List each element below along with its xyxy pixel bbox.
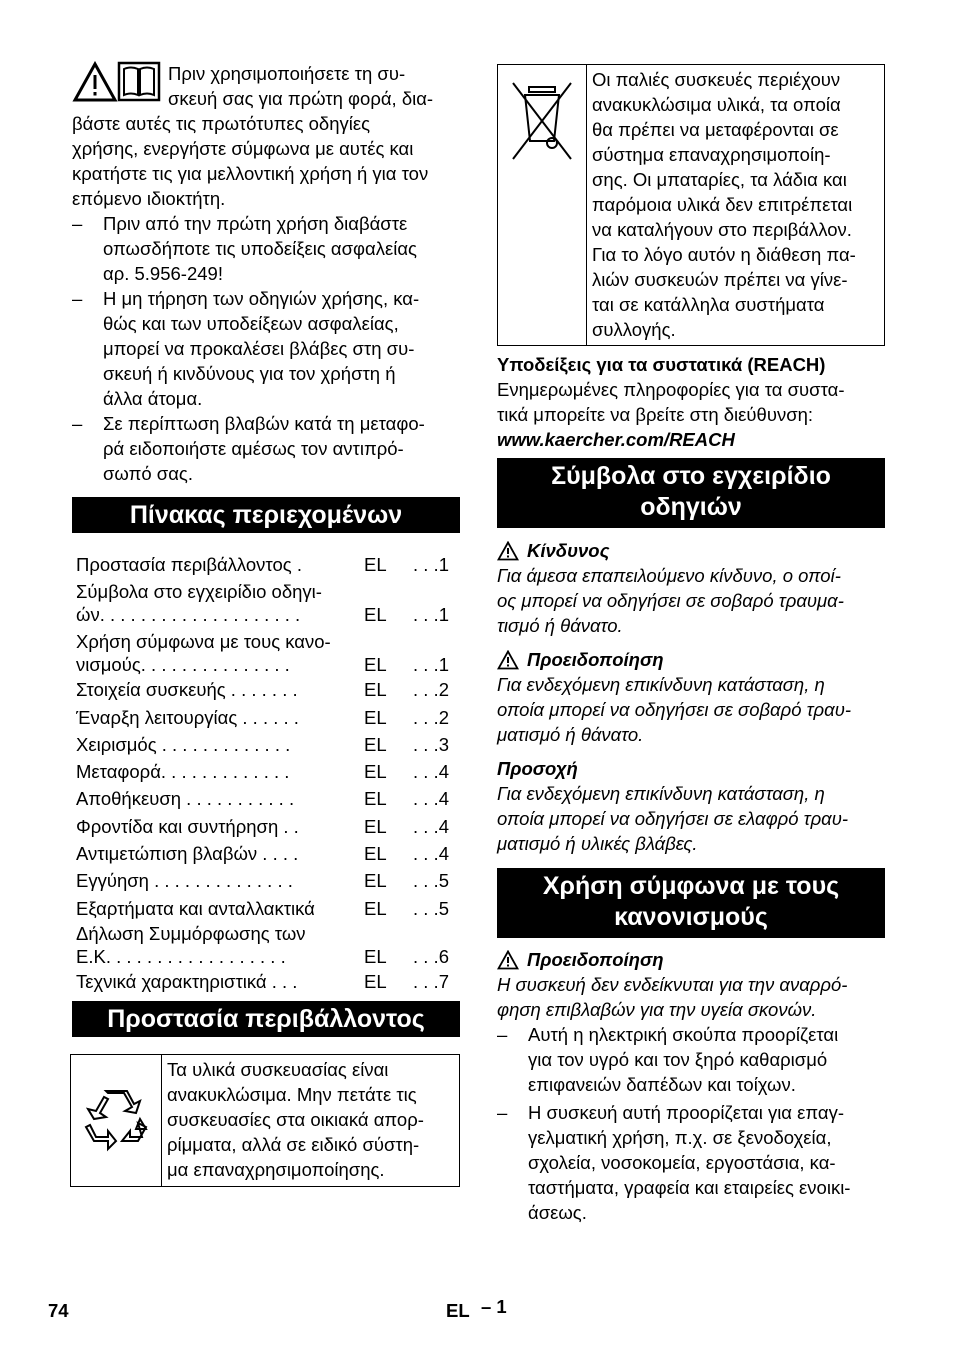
symbols-heading-line: οδηγιών bbox=[640, 493, 742, 521]
bullet-line: άσεως. bbox=[528, 1202, 587, 1223]
intro-line: σκευή σας για πρώτη φορά, δια- bbox=[168, 88, 434, 109]
usage-heading-line: κανονισμούς bbox=[614, 903, 768, 931]
usage-heading bbox=[497, 868, 885, 938]
box-line: λιών συσκευών πρέπει να γίνε- bbox=[592, 269, 848, 290]
toc-row[interactable]: Τεχνικά χαρακτηριστικά . . . EL . . .7 bbox=[76, 970, 449, 992]
bullet-line: αρ. 5.956-249! bbox=[103, 263, 223, 284]
warning-triangle-icon bbox=[497, 541, 519, 561]
bullet-line: ταστήματα, γραφεία και εταιρείες ενοικι- bbox=[528, 1177, 851, 1198]
box-line: Τα υλικά συσκευασίας είναι bbox=[167, 1059, 389, 1080]
reach-line: τικά μπορείτε να βρείτε στη διεύθυνση: bbox=[497, 404, 814, 425]
weee-box bbox=[497, 64, 885, 346]
bullet-line: Η συσκευή αυτή προορίζεται για επαγ- bbox=[528, 1102, 844, 1123]
recycle-cell bbox=[71, 1055, 162, 1186]
intro-line: επόμενο ιδιοκτήτη. bbox=[72, 188, 226, 209]
symbols-heading-line: Σύμβολα στο εγχειρίδιο bbox=[551, 462, 831, 490]
footer-lang: EL bbox=[446, 1300, 470, 1321]
bullet-line: οπωσδήποτε τις υποδείξεις ασφαλείας bbox=[103, 238, 417, 259]
toc-row[interactable]: Έναρξη λειτουργίας . . . . . . EL . . .2 bbox=[76, 706, 449, 728]
weee-text bbox=[587, 65, 884, 345]
toc-row[interactable]: Χρήση σύμφωνα με τους κανο- νισμούς. . . . . . . . . . . . . . . EL . . .1 bbox=[76, 631, 449, 676]
warning-line: ματισμό ή θάνατο. bbox=[497, 724, 644, 745]
box-line: παρόμοια υλικά δεν επιτρέπεται bbox=[592, 194, 853, 215]
bullet-line: γελματική χρήση, π.χ. σε ξενοδοχεία, bbox=[528, 1127, 832, 1148]
box-line: σύστημα επαναχρησιμοποίη- bbox=[592, 144, 831, 165]
bullet-line: Αυτή η ηλεκτρική σκούπα προορίζεται bbox=[528, 1024, 839, 1045]
warning-line: Για ενδεχόμενη επικίνδυνη κατάσταση, η bbox=[497, 674, 825, 695]
bullet-line: σκευή ή κινδύνους για τον χρήστη ή bbox=[103, 363, 396, 384]
intro-line: βάστε αυτές τις πρωτότυπες οδηγίες bbox=[72, 113, 371, 134]
intro-icons bbox=[72, 61, 162, 103]
toc-row[interactable]: Στοιχεία συσκευής . . . . . . . EL . . .2 bbox=[76, 679, 449, 701]
reach-title: Υποδείξεις για τα συστατικά (REACH) bbox=[497, 354, 826, 375]
environment-heading: Προστασία περιβάλλοντος bbox=[72, 1001, 460, 1037]
toc-row[interactable]: Σύμβολα στο εγχειρίδιο οδηγι- ών. . . . . . . . . . . . . . . . . . . . EL . . .1 bbox=[76, 581, 449, 626]
crossed-bin-icon bbox=[509, 79, 575, 163]
toc-row[interactable]: Δήλωση Συμμόρφωσης των Ε.Κ. . . . . . . . . . . . . . . . . . EL . . .6 bbox=[76, 922, 449, 967]
box-line: μα επαναχρησιμοποίησης. bbox=[167, 1159, 385, 1180]
box-line: σης. Οι μπαταρίες, τα λάδια και bbox=[592, 169, 847, 190]
bullet-line: Πριν από την πρώτη χρήση διαβάστε bbox=[103, 213, 408, 234]
bullet-line: Σε περίπτωση βλαβών κατά τη μεταφο- bbox=[103, 413, 425, 434]
warning-line: οποία μπορεί να οδηγήσει σε σοβαρό τραυ- bbox=[497, 699, 852, 720]
box-line: ανακυκλώσιμα. Μην πετάτε τις bbox=[167, 1084, 417, 1105]
caution-line: ματισμό ή υλικές βλάβες. bbox=[497, 833, 698, 854]
bullet-line: σωπό σας. bbox=[103, 463, 193, 484]
usage-warning-line: φηση επιβλαβών για την υγεία σκονών. bbox=[497, 999, 817, 1020]
box-line: ανακυκλώσιμα υλικά, τα οποία bbox=[592, 94, 841, 115]
intro-bullet: – Σε περίπτωση βλαβών κατά τη μεταφο- ρά ειδοποιήστε αμέσως τον αντιπρό- σωπό σας. bbox=[72, 411, 460, 486]
usage-warning-line: Η συσκευή δεν ενδείκνυται για την αναρρό- bbox=[497, 974, 848, 995]
toc-row[interactable]: Φροντίδα και συντήρηση . . EL . . .4 bbox=[76, 815, 449, 837]
usage-bullet: – Αυτή η ηλεκτρική σκούπα προορίζεται για τον υγρό και τον ξηρό καθαρισμό επιφανειών δαπέδων και τοίχων. bbox=[497, 1022, 887, 1097]
toc-row[interactable]: Αποθήκευση . . . . . . . . . . . EL . . .4 bbox=[76, 788, 449, 810]
bullet-line: θώς και των υποδείξεων ασφαλείας, bbox=[103, 313, 399, 334]
packaging-text bbox=[162, 1055, 459, 1186]
intro-bullet: – Η μη τήρηση των οδηγιών χρήσης, κα- θώς και των υποδείξεων ασφαλείας, μπορεί να προκαλέσει βλάβες στη συ- σκευή ή κινδύνους για τον χρήστη ή άλλα άτομα. bbox=[72, 286, 460, 411]
danger-row bbox=[497, 538, 887, 563]
caution-line: οποία μπορεί να οδηγήσει σε ελαφρό τραυ- bbox=[497, 808, 849, 829]
toc-row[interactable]: Μεταφορά. . . . . . . . . . . . . EL . . .4 bbox=[76, 761, 449, 783]
danger-title: Κίνδυνος bbox=[527, 540, 610, 561]
reach-link[interactable]: www.kaercher.com/REACH bbox=[497, 429, 735, 450]
symbols-section bbox=[497, 538, 887, 856]
box-line: θα πρέπει να μεταφέρονται σε bbox=[592, 119, 839, 140]
usage-section bbox=[497, 947, 887, 1225]
reach-line: Ενημερωμένες πληροφορίες για τα συστα- bbox=[497, 379, 845, 400]
usage-warning-title: Προειδοποίηση bbox=[527, 949, 664, 970]
bullet-line: σχολεία, νοσοκομεία, εργοστάσια, κα- bbox=[528, 1152, 836, 1173]
danger-line: Για άμεσα επαπειλούμενο κίνδυνο, ο οποί- bbox=[497, 565, 841, 586]
reach-section bbox=[497, 352, 887, 452]
table-of-contents bbox=[76, 551, 456, 995]
warning-triangle-icon bbox=[75, 64, 115, 100]
toc-row[interactable]: Αντιμετώπιση βλαβών . . . . EL . . .4 bbox=[76, 843, 449, 865]
page-number: 74 bbox=[48, 1300, 69, 1321]
warning-title: Προειδοποίηση bbox=[527, 649, 664, 670]
box-line: ται σε κατάλληλα συστήματα bbox=[592, 294, 825, 315]
bullet-line: για τον υγρό και τον ξηρό καθαρισμό bbox=[528, 1049, 828, 1070]
caution-title: Προσοχή bbox=[497, 758, 578, 779]
intro-bullet: – Πριν από την πρώτη χρήση διαβάστε οπωσδήποτε τις υποδείξεις ασφαλείας αρ. 5.956-249! bbox=[72, 211, 460, 286]
danger-line: τισμό ή θάνατο. bbox=[497, 615, 623, 636]
toc-row[interactable]: Εξαρτήματα και ανταλλακτικά EL . . .5 bbox=[76, 897, 449, 919]
intro-section bbox=[72, 61, 460, 486]
bullet-line: Η μη τήρηση των οδηγιών χρήσης, κα- bbox=[103, 288, 420, 309]
box-line: να καταλήγουν στο περιβάλλον. bbox=[592, 219, 852, 240]
warning-triangle-icon bbox=[497, 650, 519, 670]
intro-line: Πριν χρησιμοποιήσετε τη συ- bbox=[168, 63, 406, 84]
bullet-line: ρά ειδοποιήστε αμέσως τον αντιπρό- bbox=[103, 438, 404, 459]
toc-heading: Πίνακας περιεχομένων bbox=[72, 497, 460, 533]
box-line: συλλογής. bbox=[592, 319, 676, 340]
bullet-line: επιφανειών δαπέδων και τοίχων. bbox=[528, 1074, 796, 1095]
recycle-icon bbox=[78, 1083, 154, 1159]
box-line: ρίμματα, αλλά σε ειδικό σύστη- bbox=[167, 1134, 420, 1155]
usage-bullet: – Η συσκευή αυτή προορίζεται για επαγ- γελματική χρήση, π.χ. σε ξενοδοχεία, σχολεία, νοσοκομεία, εργοστάσια, κα- ταστήματα, γραφεία και εταιρείες ενοικι- άσεως. bbox=[497, 1100, 887, 1225]
intro-line: χρήσης, ενεργήστε σύμφωνα με αυτές και bbox=[72, 138, 414, 159]
manual-book-icon bbox=[119, 63, 159, 100]
caution-line: Για ενδεχόμενη επικίνδυνη κατάσταση, η bbox=[497, 783, 825, 804]
weee-cell bbox=[498, 65, 587, 345]
packaging-recycle-box bbox=[70, 1054, 460, 1187]
danger-line: ος μπορεί να οδηγήσει σε σοβαρό τραυμα- bbox=[497, 590, 844, 611]
bullet-line: μπορεί να προκαλέσει βλάβες στη συ- bbox=[103, 338, 415, 359]
usage-heading-line: Χρήση σύμφωνα με τους bbox=[542, 872, 840, 900]
toc-row[interactable]: Εγγύηση . . . . . . . . . . . . . . EL . . .5 bbox=[76, 870, 449, 892]
bullet-line: άλλα άτομα. bbox=[103, 388, 203, 409]
box-line: Οι παλιές συσκευές περιέχουν bbox=[592, 69, 841, 90]
box-line: συσκευασίες στα οικιακά απορ- bbox=[167, 1109, 424, 1130]
warning-triangle-icon bbox=[497, 950, 519, 970]
usage-warning-row bbox=[497, 947, 887, 972]
footer-section-page: – 1 bbox=[481, 1296, 507, 1317]
warning-row bbox=[497, 647, 887, 672]
symbols-heading bbox=[497, 458, 885, 528]
intro-line: κρατήστε τις για μελλοντική χρήση ή για τον bbox=[72, 163, 429, 184]
toc-row[interactable]: Χειρισμός . . . . . . . . . . . . . EL . . .3 bbox=[76, 733, 449, 755]
box-line: Για το λόγο αυτόν η διάθεση πα- bbox=[592, 244, 856, 265]
toc-row[interactable]: Προστασία περιβάλλοντος . EL . . .1 bbox=[76, 554, 449, 575]
